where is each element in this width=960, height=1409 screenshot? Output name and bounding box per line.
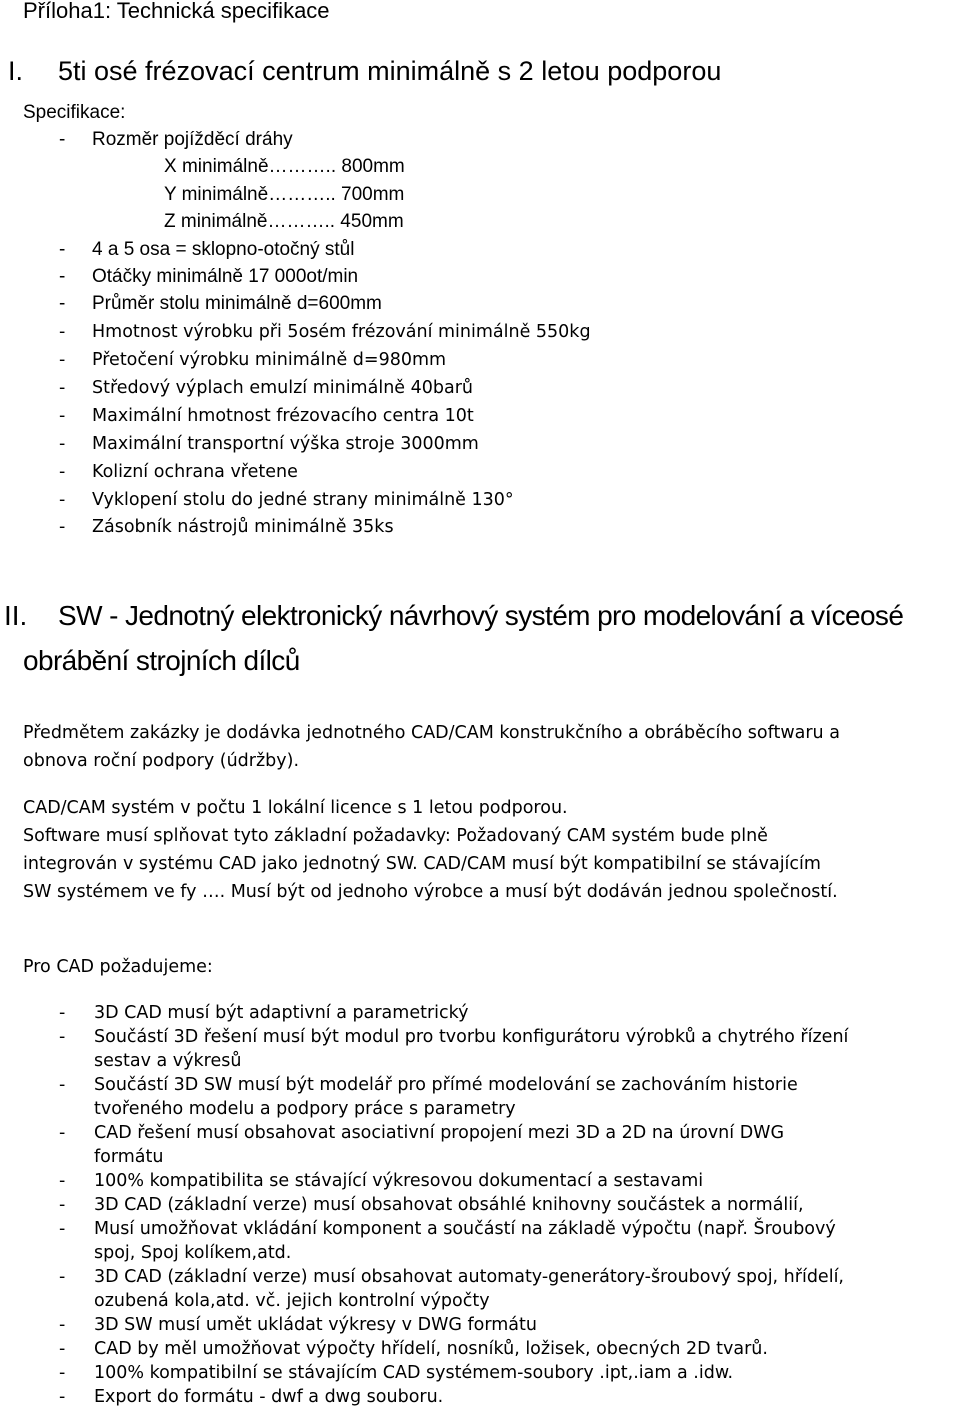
spec-item [0, 265, 960, 289]
bullet-dash: - [59, 1003, 66, 1023]
cad-requirement: 3D CAD (základní verze) musí obsahovat obsáhlé knihovny součástek a normálií, [94, 1195, 804, 1215]
bullet-dash: - [59, 293, 66, 314]
spec-item-text: Vyklopení stolu do jedné strany minimálně 130° [92, 490, 514, 510]
bullet-dash: - [59, 322, 66, 342]
bullet-dash: - [59, 1363, 66, 1383]
bullet-dash: - [59, 1219, 66, 1239]
bullet-dash: - [59, 350, 66, 370]
cad-requirement: 3D CAD musí být adaptivní a parametrický [94, 1003, 469, 1023]
spec-item-text: Kolizní ochrana vřetene [92, 462, 298, 482]
axis-z-spec: Z minimálně……….. 450mm [164, 211, 404, 232]
intro-paragraph-line: Předmětem zakázky je dodávka jednotného CAD/CAM konstrukčního a obráběcího softwaru a [23, 723, 840, 743]
cad-requirement-continued: formátu [94, 1147, 164, 1167]
axis-y-spec: Y minimálně……….. 700mm [164, 184, 405, 205]
spec-item [0, 348, 960, 372]
cad-requirement-continued: tvořeného modelu a podpory práce s parametry [94, 1099, 516, 1119]
cad-requirement-continued: sestav a výkresů [94, 1051, 242, 1071]
bullet-dash: - [59, 378, 66, 398]
bullet-dash: - [59, 129, 66, 150]
cad-requirement: CAD by měl umožňovat výpočty hřídelí, nosníků, ložisek, obecných 2D tvarů. [94, 1339, 768, 1359]
bullet-dash: - [59, 1315, 66, 1335]
spec-item [0, 404, 960, 428]
section-1-number: I. [8, 56, 24, 86]
spec-item-text: Průměr stolu minimálně d=600mm [92, 293, 382, 314]
requirements-paragraph-line: SW systémem ve fy …. Musí být od jednoho výrobce a musí být dodáván jednou společností. [23, 882, 838, 902]
bullet-dash: - [59, 1267, 66, 1287]
cad-requirement: 100% kompatibilita se stávající výkresovou dokumentací a sestavami [94, 1171, 704, 1191]
spec-item [0, 460, 960, 484]
spec-item [0, 432, 960, 456]
spec-item-text: Rozměr pojížděcí dráhy [92, 129, 293, 150]
spec-item-text: Maximální hmotnost frézovacího centra 10t [92, 406, 474, 426]
bullet-dash: - [59, 490, 66, 510]
spec-label: Specifikace: [23, 102, 126, 123]
cad-requirements-label: Pro CAD požadujeme: [23, 957, 213, 977]
cad-requirement-continued: spoj, Spoj kolíkem,atd. [94, 1243, 292, 1263]
bullet-dash: - [59, 1027, 66, 1047]
bullet-dash: - [59, 462, 66, 482]
spec-item-text: Zásobník nástrojů minimálně 35ks [92, 517, 394, 537]
page-title: Příloha1: Technická specifikace [23, 0, 330, 23]
requirements-paragraph-line: integrován v systému CAD jako jednotný SW. CAD/CAM musí být kompatibilní se stávajícím [23, 854, 821, 874]
intro-paragraph-line: obnova roční podpory (údržby). [23, 751, 300, 771]
cad-requirement-continued: ozubená kola,atd. vč. jejich kontrolní výpočty [94, 1291, 490, 1311]
spec-item-text: Hmotnost výrobku při 5osém frézování minimálně 550kg [92, 322, 591, 342]
cad-requirement: Export do formátu - dwf a dwg souboru. [94, 1387, 444, 1407]
spec-item [0, 238, 960, 262]
license-paragraph: CAD/CAM systém v počtu 1 lokální licence s 1 letou podporou. [23, 798, 568, 818]
section-2-title-continued: obrábění strojních dílců [23, 645, 300, 676]
spec-item-travel [0, 128, 960, 152]
cad-requirement: 3D CAD (základní verze) musí obsahovat automaty-generátory-šroubový spoj, hřídelí, [94, 1267, 844, 1287]
axis-x-spec: X minimálně……….. 800mm [164, 156, 405, 177]
bullet-dash: - [59, 1075, 66, 1095]
spec-item [0, 515, 960, 539]
cad-requirement: Musí umožňovat vkládání komponent a součástí na základě výpočtu (např. Šroubový [94, 1219, 836, 1239]
spec-item-text: Přetočení výrobku minimálně d=980mm [92, 350, 447, 370]
spec-item-text: 4 a 5 osa = sklopno-otočný stůl [92, 239, 355, 260]
spec-item-text: Otáčky minimálně 17 000ot/min [92, 266, 359, 287]
bullet-dash: - [59, 266, 66, 287]
cad-requirement: Součástí 3D SW musí být modelář pro přímé modelování se zachováním historie [94, 1075, 798, 1095]
spec-item [0, 376, 960, 400]
bullet-dash: - [59, 1171, 66, 1191]
requirements-paragraph-line: Software musí splňovat tyto základní požadavky: Požadovaný CAM systém bude plně [23, 826, 768, 846]
bullet-dash: - [59, 434, 66, 454]
section-2-number: II. [4, 600, 28, 631]
bullet-dash: - [59, 517, 66, 537]
cad-requirement: CAD řešení musí obsahovat asociativní propojení mezi 3D a 2D na úrovní DWG [94, 1123, 785, 1143]
spec-item [0, 292, 960, 316]
bullet-dash: - [59, 1387, 66, 1407]
spec-item-text: Maximální transportní výška stroje 3000mm [92, 434, 479, 454]
section-2-title: SW - Jednotný elektronický návrhový systém pro modelování a víceosé [58, 600, 904, 631]
section-1-title: 5ti osé frézovací centrum minimálně s 2 letou podporou [58, 56, 722, 86]
cad-requirement: 100% kompatibilní se stávajícím CAD systémem-soubory .ipt,.iam a .idw. [94, 1363, 734, 1383]
spec-item [0, 320, 960, 344]
cad-requirement: 3D SW musí umět ukládat výkresy v DWG formátu [94, 1315, 537, 1335]
bullet-dash: - [59, 1339, 66, 1359]
bullet-dash: - [59, 1123, 66, 1143]
spec-item-text: Středový výplach emulzí minimálně 40barů [92, 378, 474, 398]
bullet-dash: - [59, 1195, 66, 1215]
cad-requirement: Součástí 3D řešení musí být modul pro tvorbu konfigurátoru výrobků a chytrého řízení [94, 1027, 849, 1047]
bullet-dash: - [59, 239, 66, 260]
bullet-dash: - [59, 406, 66, 426]
spec-item [0, 488, 960, 512]
